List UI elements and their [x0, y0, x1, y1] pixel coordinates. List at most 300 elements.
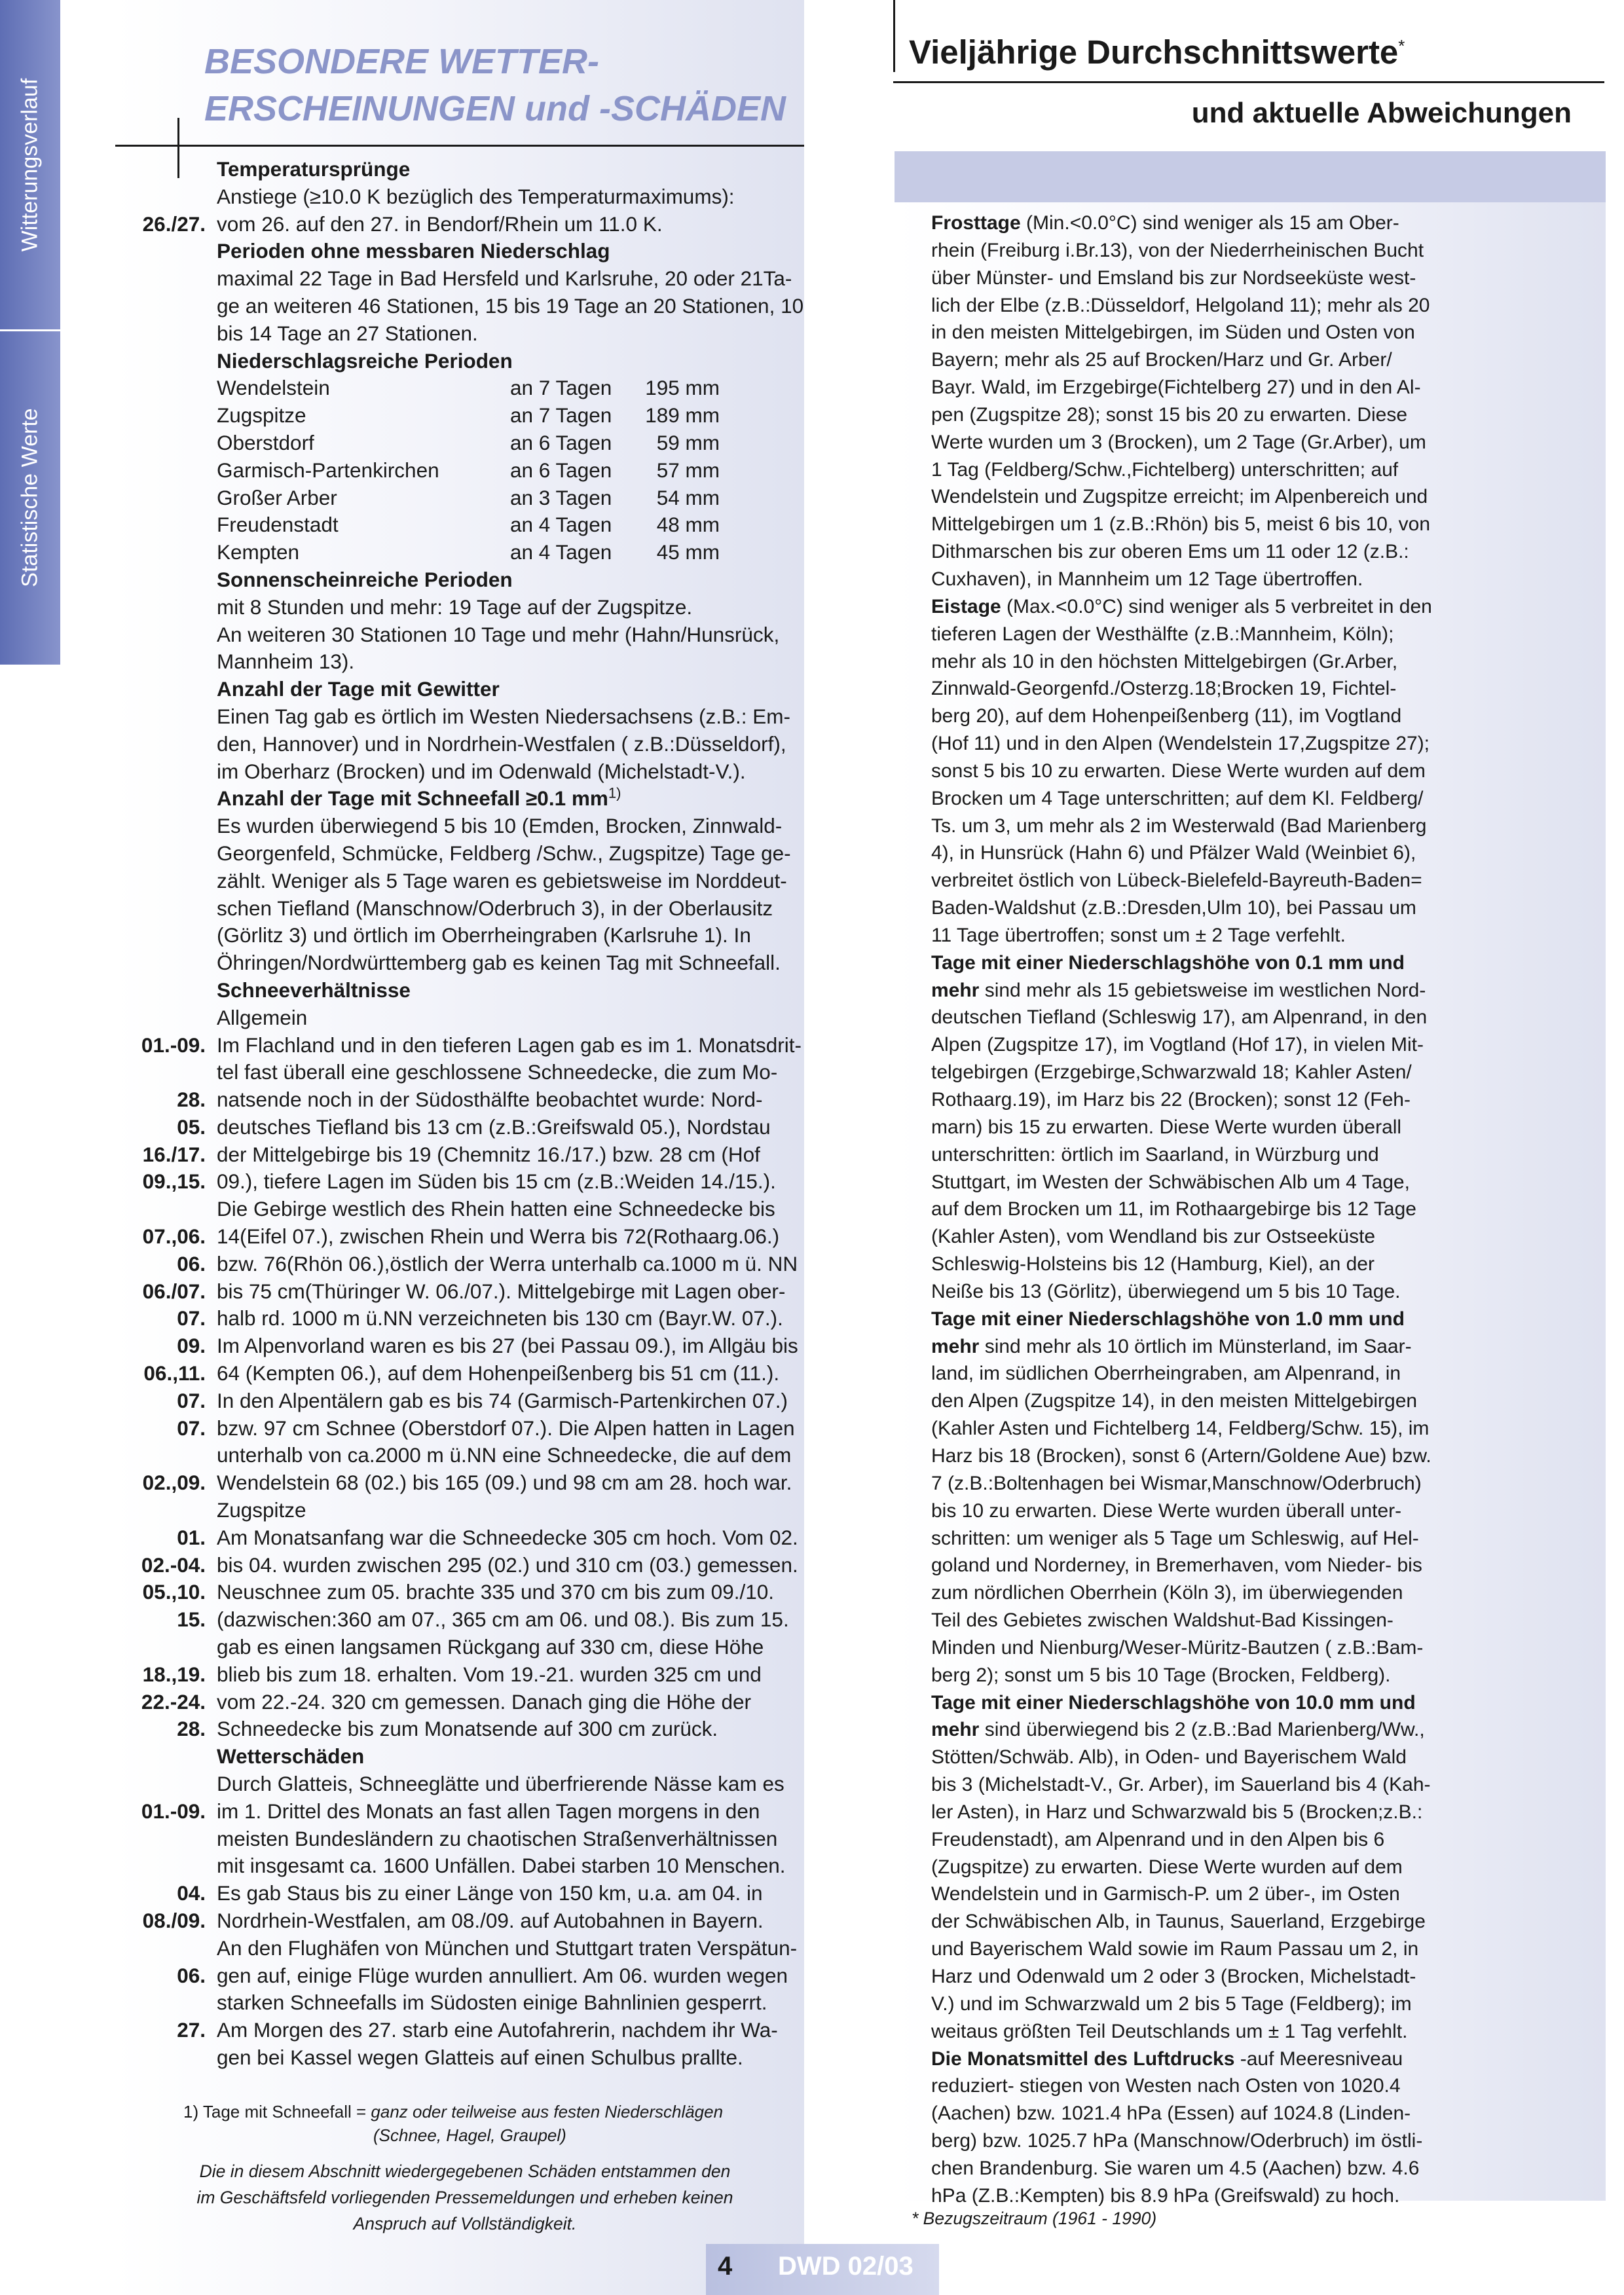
text-line [931, 839, 1593, 867]
line-content: -auf Meeresniveau [1234, 2047, 1403, 2070]
line-content: (Aachen) bzw. 1021.4 hPa (Essen) auf 1024.8 (Linden- [931, 2102, 1411, 2125]
text-line [931, 593, 1593, 621]
line-content: zum nördlichen Oberrhein (Köln 3), im überwiegenden [931, 1582, 1403, 1604]
line-content: Wendelstein 68 (02.) bis 165 (09.) und 98 cm am 28. hoch war. [217, 1471, 792, 1495]
line-content: ge an weiteren 46 Stationen, 15 bis 19 Tage an 20 Stationen, 10 [217, 293, 804, 318]
line-text [217, 922, 808, 949]
line-content: bis 04. wurden zwischen 295 (02.) und 310 cm (03.) gemessen. [217, 1552, 798, 1577]
line-content: Im Flachland und in den tieferen Lagen gab es im 1. Monatsdrit- [217, 1033, 802, 1057]
line-content: Harz und Odenwald um 2 oder 3 (Brocken, Michelstadt- [931, 1966, 1416, 1987]
line-content: im Oberharz (Brocken) und im Odenwald (Michelstadt-V.). [217, 759, 746, 783]
text-line [931, 1114, 1593, 1141]
line-text [217, 1415, 808, 1442]
text-line [931, 675, 1593, 703]
line-content: (Min.<0.0°C) sind weniger als 15 am Ober- [1020, 212, 1399, 234]
date-label: 18.,19. [142, 1662, 206, 1686]
line-content: chen Brandenburg. Sie waren um 4.5 (Aachen) bzw. 4.6 [931, 2157, 1420, 2179]
date-label [107, 265, 217, 293]
page-footer [706, 2244, 939, 2295]
date-label: 07.,06. [142, 1224, 206, 1249]
line-content: Temperatursprünge [217, 157, 411, 181]
text-line [107, 1004, 808, 1032]
text-line [107, 1305, 808, 1332]
text-line [931, 1278, 1593, 1306]
line-text [217, 676, 808, 703]
text-line [931, 1004, 1593, 1031]
line-content: in den meisten Mittelgebirgen, im Süden und Osten von [931, 321, 1415, 344]
line-content: halb rd. 1000 m ü.NN verzeichneten bis 130 cm (Bayr.W. 07.). [217, 1306, 783, 1331]
precip-table-row [217, 511, 808, 539]
right-title-text: Vieljährige Durchschnittswerte [909, 33, 1399, 71]
line-content: bis 10 zu erwarten. Diese Werte wurden überall unter- [931, 1499, 1402, 1522]
line-content: Dithmarschen bis zur oberen Ems um 11 oder 12 (z.B.: [931, 541, 1409, 563]
text-line [107, 1332, 808, 1360]
line-text [217, 1114, 808, 1141]
subsection-heading [107, 566, 808, 594]
line-content: bis 3 (Michelstadt-V., Gr. Arber), im Sauerland bis 4 (Kah- [931, 1774, 1431, 1796]
line-content: Georgenfeld, Schmücke, Feldberg /Schw., Zugspitze) Tage ge- [217, 841, 791, 865]
line-text [217, 703, 808, 731]
text-line [107, 840, 808, 868]
line-content: 1 Tag (Feldberg/Schw.,Fichtelberg) unterschritten; auf [931, 458, 1399, 481]
line-text [217, 1524, 808, 1552]
date-label [107, 868, 217, 895]
text-line [931, 237, 1593, 265]
subsection-heading [107, 977, 808, 1004]
date-label [107, 1771, 217, 1798]
line-content: vom 22.-24. 320 cm gemessen. Danach ging die Höhe der [217, 1689, 751, 1714]
date-label [107, 183, 217, 211]
text-line [107, 1442, 808, 1469]
text-line [107, 183, 808, 211]
line-content: bzw. 97 cm Schnee (Oberstdorf 07.). Die Alpen hatten in Lagen [217, 1416, 795, 1440]
term-heading: mehr [931, 979, 980, 1001]
text-line [107, 1360, 808, 1387]
line-content: Die Gebirge westlich des Rhein hatten eine Schneedecke bis [217, 1197, 775, 1221]
line-content: und Bayerischem Wald sowie im Raum Passau um 2, in [931, 1938, 1419, 1960]
line-text [217, 1278, 808, 1306]
precip-amount: 48 mm [656, 513, 720, 537]
text-line [107, 868, 808, 895]
tab-statistische-werte[interactable]: Statistische Werte [17, 408, 43, 587]
precip-table-row [217, 375, 808, 402]
station-name: Freudenstadt [217, 513, 339, 537]
text-line [107, 485, 808, 512]
date-label: 02.,09. [142, 1471, 206, 1495]
line-text [217, 1852, 808, 1880]
text-line [931, 1086, 1593, 1114]
line-text [217, 1305, 808, 1332]
right-title [909, 33, 1405, 71]
line-text [217, 1387, 808, 1415]
date-label [107, 238, 217, 265]
subsection-heading [107, 238, 808, 265]
line-content: Sonnenscheinreiche Perioden [217, 567, 513, 591]
text-line [931, 265, 1593, 292]
text-line [931, 292, 1593, 320]
line-content: Öhringen/Nordwürttemberg gab es keinen Tag mit Schneefall. [217, 951, 781, 975]
text-line [931, 1936, 1593, 1963]
reference-period-note: * Bezugszeitraum (1961 - 1990) [912, 2209, 1157, 2228]
text-line [931, 2127, 1593, 2155]
line-text [217, 1332, 808, 1360]
line-content: goland und Norderney, in Bremerhaven, vom Nieder- bis [931, 1554, 1422, 1577]
text-line [107, 1935, 808, 1962]
text-line [107, 457, 808, 485]
line-text [217, 1880, 808, 1907]
line-content: 11 Tage übertroffen; sonst um ± 2 Tage verfehlt. [931, 924, 1346, 946]
line-content: zählt. Weniger als 5 Tage waren es gebietsweise im Norddeut- [217, 868, 787, 892]
precip-table-row [217, 430, 808, 457]
term-heading: Die Monatsmittel des Luftdrucks [931, 2047, 1235, 2070]
date-label [107, 566, 217, 594]
line-content: marn) bis 15 zu erwarten. Diese Werte wurden überall [931, 1116, 1402, 1138]
day-count: an 4 Tagen [510, 540, 612, 564]
line-content: Harz bis 18 (Brocken), sonst 6 (Artern/Goldene Aue) bzw. [931, 1444, 1431, 1467]
text-line [107, 648, 808, 676]
text-line [931, 1360, 1593, 1387]
date-label [107, 539, 217, 566]
text-line [931, 894, 1593, 922]
line-content: Anzahl der Tage mit Gewitter [217, 677, 500, 701]
line-content: der Mittelgebirge bis 19 (Chemnitz 16./17.) bzw. 28 cm (Hof [217, 1142, 760, 1166]
text-line [931, 511, 1593, 538]
line-text [217, 265, 808, 293]
line-content: deutsches Tiefland bis 13 cm (z.B.:Greifswald 05.), Nordstau [217, 1114, 771, 1139]
line-content: Schneeverhältnisse [217, 978, 411, 1002]
page-number: 4 [718, 2252, 733, 2281]
text-line [931, 210, 1593, 237]
line-text [217, 2044, 808, 2072]
line-content: Freudenstadt), am Alpenrand und in den Alpen bis 6 [931, 1828, 1385, 1850]
line-content: Anzahl der Tage mit Schneefall ≥0.1 mm [217, 786, 608, 811]
date-label: 09.,15. [142, 1169, 206, 1194]
line-text [217, 1826, 808, 1853]
date-label [107, 594, 217, 621]
line-content: Neuschnee zum 05. brachte 335 und 370 cm bis zum 09./10. [217, 1580, 775, 1604]
line-content: Durch Glatteis, Schneeglätte und überfrierende Nässe kam es [217, 1772, 784, 1796]
section-title-line-1: BESONDERE WETTER- [204, 42, 600, 81]
text-line [931, 401, 1593, 429]
text-line [107, 375, 808, 402]
date-label: 01.-09. [141, 1799, 206, 1823]
line-content: Es gab Staus bis zu einer Länge von 150 km, u.a. am 04. in [217, 1881, 763, 1905]
line-text [217, 1661, 808, 1689]
term-heading: Frosttage [931, 212, 1021, 234]
text-line [107, 813, 808, 840]
day-count: an 4 Tagen [510, 513, 612, 537]
disclaimer-line: im Geschäftsfeld vorliegenden Pressemeldungen und erheben keinen [196, 2188, 733, 2207]
line-content: (Max.<0.0°C) sind weniger als 5 verbreitet in den [1001, 595, 1432, 617]
line-content: berg 2); sonst um 5 bis 10 Tage (Brocken, Feldberg). [931, 1664, 1391, 1686]
text-line [931, 319, 1593, 346]
text-line [931, 1771, 1593, 1799]
line-content: natsende noch in der Südosthälfte beobachtet wurde: Nord- [217, 1088, 763, 1112]
line-content: starken Schneefalls im Südosten einige Bahnlinien gesperrt. [217, 1991, 767, 2015]
line-content: Brocken um 4 Tage unterschritten; auf dem Kl. Feldberg/ [931, 787, 1424, 809]
line-text [217, 648, 808, 676]
line-text [217, 1716, 808, 1743]
subsection-heading [107, 156, 808, 183]
precip-table-row [217, 485, 808, 512]
text-line [107, 539, 808, 566]
text-line [107, 1141, 808, 1169]
text-line [931, 1854, 1593, 1881]
reference-mark: * [1398, 36, 1405, 56]
line-text [217, 1141, 808, 1169]
long-term-averages-text [931, 210, 1593, 2210]
text-line [931, 429, 1593, 456]
text-line [107, 621, 808, 649]
line-content: telgebirgen (Erzgebirge,Schwarzwald 18; Kahler Asten/ [931, 1061, 1412, 1084]
disclaimer-line: Die in diesem Abschnitt wiedergegebenen Schäden entstammen den [199, 2161, 731, 2181]
day-count: an 7 Tagen [510, 403, 612, 428]
date-label [107, 1634, 217, 1661]
text-line [107, 211, 808, 238]
date-label [107, 1497, 217, 1524]
line-content: Minden und Nienburg/Weser-Müritz-Bautzen ( z.B.:Bam- [931, 1636, 1424, 1659]
line-content: bzw. 76(Rhön 06.),östlich der Werra unterhalb ca.1000 m ü. NN [217, 1251, 798, 1276]
precip-amount: 54 mm [656, 485, 720, 509]
text-line [931, 1196, 1593, 1223]
term-heading: Tage mit einer Niederschlagshöhe von 0.1 mm und [931, 951, 1405, 974]
line-content: V.) und im Schwarzwald um 2 bis 5 Tage (Feldberg); im [931, 1992, 1412, 2015]
line-content: gab es einen langsamen Rückgang auf 330 cm, diese Höhe [217, 1635, 764, 1659]
text-line [931, 621, 1593, 648]
line-content: den Alpen (Zugspitze 14), in den meisten Mittelgebirgen [931, 1390, 1418, 1412]
text-line [931, 1799, 1593, 1826]
text-line [107, 1524, 808, 1552]
line-text [217, 868, 808, 895]
line-content: Stuttgart, im Westen der Schwäbischen Alb um 4 Tage, [931, 1171, 1410, 1193]
line-content: Alpen (Zugspitze 17), im Vogtland (Hof 17), in vielen Mit- [931, 1034, 1424, 1056]
disclaimer [124, 2158, 805, 2237]
date-label: 09. [177, 1334, 206, 1358]
line-content: Zinnwald-Georgenfd./Osterzg.18;Brocken 19, Fichtel- [931, 678, 1397, 700]
text-line [931, 1333, 1593, 1361]
precip-table-row [217, 402, 808, 430]
line-content: Mannheim 13). [217, 650, 355, 674]
term-heading: Tage mit einer Niederschlagshöhe von 1.0 mm und [931, 1308, 1405, 1330]
text-line [107, 1880, 808, 1907]
line-content: Neiße bis 13 (Görlitz), überwiegend um 5 bis 10 Tage. [931, 1280, 1401, 1302]
line-content: Bayern; mehr als 25 auf Brocken/Harz und Gr. Arber/ [931, 349, 1392, 371]
line-content: schritten: um weniger als 5 Tage um Schleswig, auf Hel- [931, 1527, 1419, 1549]
date-label: 06./07. [142, 1279, 206, 1303]
text-line [107, 1826, 808, 1853]
date-label: 05.,10. [142, 1580, 206, 1604]
line-content: mit insgesamt ca. 1600 Unfällen. Dabei starben 10 Menschen. [217, 1854, 786, 1878]
line-text [217, 183, 808, 211]
text-line [107, 731, 808, 758]
text-line [931, 949, 1593, 977]
text-line [931, 1908, 1593, 1936]
line-content: schen Tiefland (Manschnow/Oderbruch 3), in der Oberlausitz [217, 896, 773, 920]
date-label: 16./17. [142, 1142, 206, 1166]
line-text [217, 758, 808, 786]
disclaimer-line: Anspruch auf Vollständigkeit. [353, 2214, 577, 2233]
text-line [107, 1251, 808, 1278]
line-text [217, 621, 808, 649]
text-line [931, 2182, 1593, 2210]
date-label [107, 785, 217, 813]
text-line [107, 1771, 808, 1798]
text-line [931, 2018, 1593, 2046]
term-heading: mehr [931, 1719, 980, 1741]
section-title-line-2: ERSCHEINUNGEN und -SCHÄDEN [204, 89, 786, 128]
text-line [107, 1059, 808, 1086]
text-line [107, 895, 808, 923]
line-content: In den Alpentälern gab es bis 74 (Garmisch-Partenkirchen 07.) [217, 1388, 788, 1412]
line-content: ler Asten), in Harz und Schwarzwald bis 5 (Brocken;z.B.: [931, 1801, 1423, 1823]
text-line [931, 1442, 1593, 1470]
line-content: im 1. Drittel des Monats an fast allen Tagen morgens in den [217, 1799, 760, 1823]
text-line [107, 1223, 808, 1251]
text-line [931, 1141, 1593, 1169]
line-content: rhein (Freiburg i.Br.13), von der Niederrheinischen Bucht [931, 239, 1424, 261]
text-line [107, 1168, 808, 1196]
date-label [107, 813, 217, 840]
line-text [217, 1059, 808, 1086]
text-line [931, 1826, 1593, 1854]
precip-amount: 45 mm [656, 540, 720, 564]
line-text [217, 1606, 808, 1634]
subsection-heading [107, 785, 808, 813]
tab-witterungsverlauf[interactable]: Witterungsverlauf [17, 78, 43, 252]
line-text [217, 1223, 808, 1251]
date-label: 07. [177, 1416, 206, 1440]
text-line [931, 1552, 1593, 1579]
station-name: Zugspitze [217, 403, 306, 428]
date-label [107, 2044, 217, 2072]
station-name: Wendelstein [217, 376, 330, 400]
date-label [107, 1826, 217, 1853]
date-label [107, 511, 217, 539]
line-text [217, 156, 808, 183]
line-content: bis 75 cm(Thüringer W. 06./07.). Mittelgebirge mit Lagen ober- [217, 1279, 786, 1303]
line-content: Im Alpenvorland waren es bis 27 (bei Passau 09.), im Allgäu bis [217, 1334, 798, 1358]
line-text [217, 840, 808, 868]
line-text [217, 1634, 808, 1661]
line-content: mit 8 Stunden und mehr: 19 Tage auf der Zugspitze. [217, 595, 693, 619]
line-content: Schneedecke bis zum Monatsende auf 300 cm zurück. [217, 1717, 718, 1741]
date-label: 06. [177, 1251, 206, 1276]
date-label [107, 922, 217, 949]
line-content: Ts. um 3, um mehr als 2 im Westerwald (Bad Marienberg [931, 815, 1427, 837]
header-divider [893, 0, 895, 72]
station-name: Kempten [217, 540, 300, 564]
text-line [107, 1798, 808, 1826]
text-line [931, 1470, 1593, 1497]
footnote [183, 2100, 805, 2147]
line-content: Werte wurden um 3 (Brocken), um 2 Tage (Gr.Arber), um [931, 431, 1426, 453]
line-text [217, 1442, 808, 1469]
line-content: Schleswig-Holsteins bis 12 (Hamburg, Kiel), an der [931, 1253, 1375, 1276]
line-text [217, 1469, 808, 1497]
line-content: Wetterschäden [217, 1744, 365, 1769]
date-label: 22.-24. [141, 1689, 206, 1714]
station-name: Garmisch-Partenkirchen [217, 458, 439, 482]
line-text [217, 813, 808, 840]
line-text [217, 2017, 808, 2044]
day-count: an 3 Tagen [510, 485, 612, 509]
date-label [107, 703, 217, 731]
line-content: der Schwäbischen Alb, in Taunus, Sauerland, Erzgebirge [931, 1911, 1426, 1933]
line-content: 4), in Hunsrück (Hahn 6) und Pfälzer Wald (Weinbiet 6), [931, 842, 1416, 864]
date-label: 05. [177, 1114, 206, 1139]
line-content: An weiteren 30 Stationen 10 Tage und mehr (Hahn/Hunsrück, [217, 622, 780, 646]
line-content: Teil des Gebietes zwischen Waldshut-Bad Kissingen- [931, 1609, 1393, 1632]
date-label [107, 293, 217, 320]
text-line [107, 2044, 808, 2072]
date-label [107, 1989, 217, 2017]
line-text [217, 1962, 808, 1990]
line-content: meisten Bundesländern zu chaotischen Straßenverhältnissen [217, 1826, 778, 1850]
line-content: Cuxhaven), in Mannheim um 12 Tage übertroffen. [931, 568, 1363, 590]
line-content: tieferen Lagen der Westhälfte (z.B.:Mannheim, Köln); [931, 623, 1394, 645]
text-line [931, 2072, 1593, 2100]
date-label: 06. [177, 1963, 206, 1987]
date-label [107, 949, 217, 977]
line-content: sind mehr als 10 örtlich im Münsterland, im Saar- [979, 1335, 1412, 1357]
text-line [107, 1716, 808, 1743]
line-content: Stötten/Schwäb. Alb), in Oden- und Bayerischem Wald [931, 1746, 1407, 1769]
line-content: Allgemein [217, 1005, 308, 1029]
line-text [217, 1743, 808, 1771]
line-content: pen (Zugspitze 28); sonst 15 bis 20 zu erwarten. Diese [931, 403, 1408, 426]
date-label [107, 402, 217, 430]
line-text [217, 1032, 808, 1059]
text-line [107, 1032, 808, 1059]
text-line [107, 320, 808, 348]
line-content: 14(Eifel 07.), zwischen Rhein und Werra bis 72(Rothaarg.06.) [217, 1224, 780, 1249]
line-content: sind überwiegend bis 2 (z.B.:Bad Marienberg/Ww., [979, 1719, 1425, 1741]
line-content: 09.), tiefere Lagen im Süden bis 15 cm (z.B.:Weiden 14./15.). [217, 1169, 776, 1194]
text-line [931, 758, 1593, 785]
date-label [107, 731, 217, 758]
line-content: Zugspitze [217, 1498, 306, 1522]
line-content: (Zugspitze) zu erwarten. Diese Werte wurden auf dem [931, 1856, 1403, 1878]
line-content: deutschen Tiefland (Schleswig 17), am Alpenrand, in den [931, 1006, 1428, 1029]
right-subtitle: und aktuelle Abweichungen [1191, 97, 1572, 129]
line-content: unterhalb von ca.2000 m ü.NN eine Schneedecke, die auf dem [217, 1443, 792, 1467]
date-label [107, 621, 217, 649]
text-line [107, 703, 808, 731]
day-count: an 6 Tagen [510, 458, 612, 482]
text-line [931, 813, 1593, 840]
date-label [107, 1935, 217, 1962]
issue-label: DWD 02/03 [778, 2252, 913, 2281]
line-content: An den Flughäfen von München und Stuttgart traten Verspätun- [217, 1936, 798, 1960]
line-content: den, Hannover) und in Nordrhein-Westfalen ( z.B.:Düsseldorf), [217, 731, 786, 756]
line-text [217, 1907, 808, 1935]
date-label [107, 840, 217, 868]
text-line [931, 648, 1593, 676]
line-content: mehr als 10 in den höchsten Mittelgebirgen (Gr.Arber, [931, 650, 1398, 672]
line-content: Baden-Waldshut (z.B.:Dresden,Ulm 10), bei Passau um [931, 897, 1416, 919]
text-line [931, 2046, 1593, 2073]
text-line [107, 1852, 808, 1880]
date-label: 27. [177, 2018, 206, 2042]
line-content: auf dem Brocken um 11, im Rothaargebirge bis 12 Tage [931, 1198, 1416, 1221]
line-content: hPa (Z.B.:Kempten) bis 8.9 hPa (Greifswald) zu hoch. [931, 2184, 1400, 2207]
term-heading: Tage mit einer Niederschlagshöhe von 10.0 mm und [931, 1691, 1416, 1714]
line-content: blieb bis zum 18. erhalten. Vom 19.-21. wurden 325 cm und [217, 1662, 762, 1686]
section-tab-strip [0, 0, 60, 665]
term-heading: Eistage [931, 595, 1001, 617]
line-text [217, 348, 808, 375]
line-content: Am Monatsanfang war die Schneedecke 305 cm hoch. Vom 02. [217, 1525, 798, 1549]
